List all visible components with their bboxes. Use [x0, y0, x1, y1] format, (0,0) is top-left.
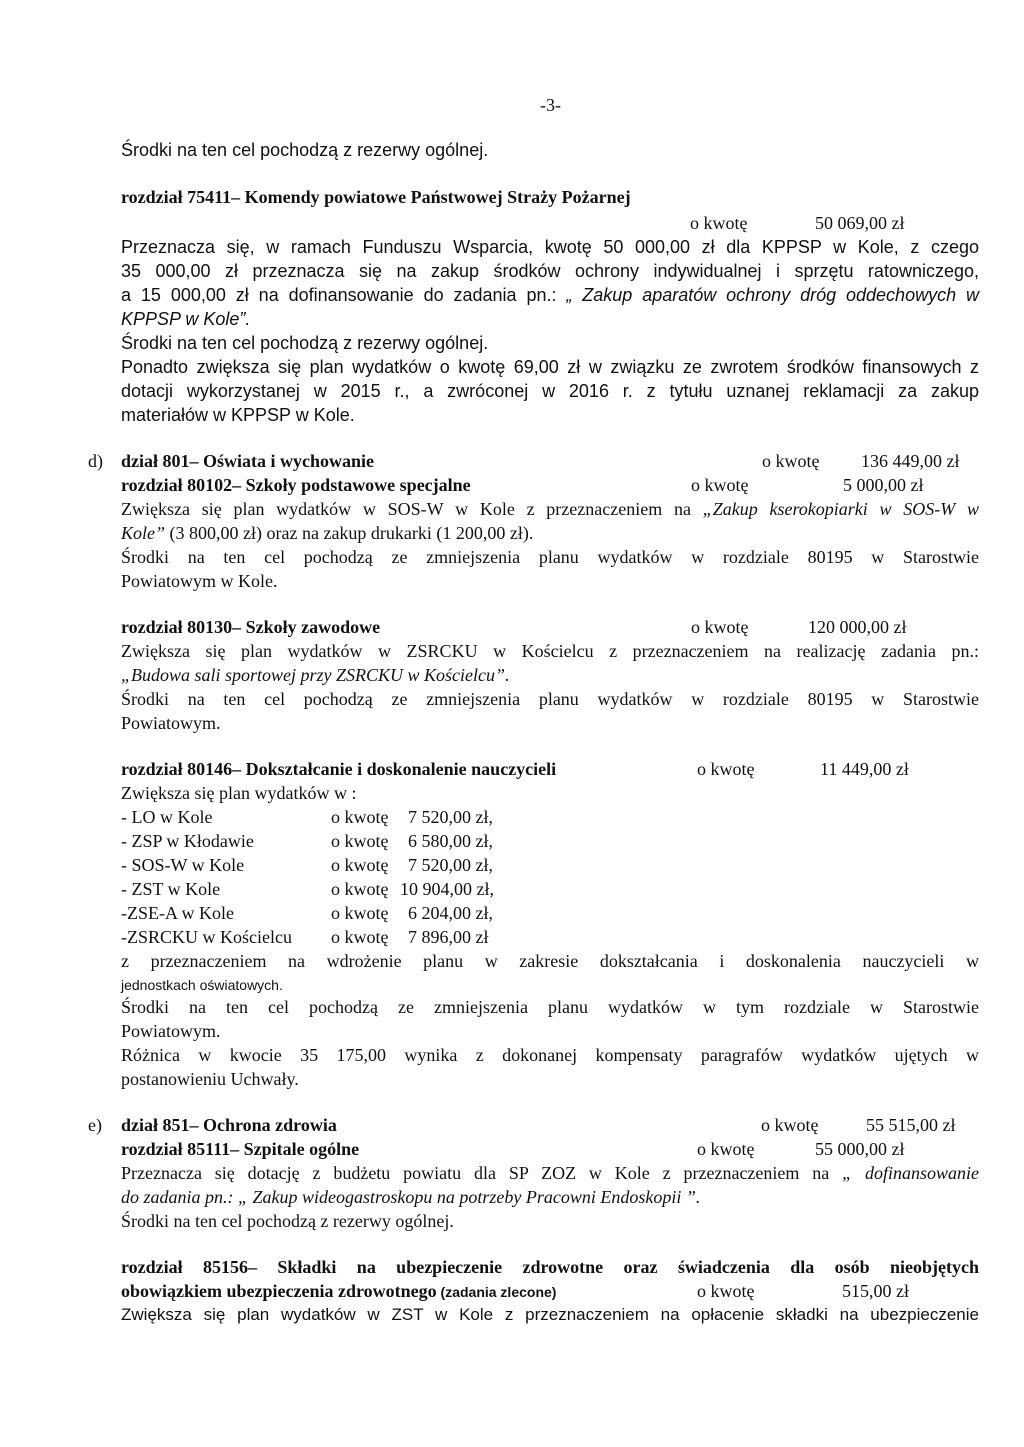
funding-source-note: Środki na ten cel pochodzą z rezerwy ogólnej.	[121, 1211, 454, 1231]
amount-label-80130: o kwotę	[691, 617, 749, 637]
list-marker-e: e)	[88, 1115, 102, 1135]
amount-label-80146: o kwotę	[697, 759, 755, 779]
allocation-label: o kwotę	[331, 807, 389, 827]
amount-label-80102: o kwotę	[691, 475, 749, 495]
allocation-unit: -ZSE-A w Kole	[121, 903, 234, 923]
allocation-value: 10 904,00 zł,	[400, 879, 494, 899]
allocation-unit: - ZSP w Kłodawie	[121, 831, 254, 851]
paragraph-line: Zwiększa się plan wydatków w ZSRCKU w Kościelcu z przeznaczeniem na realizację zadania pn.:	[121, 641, 979, 661]
section-heading-80130: rozdział 80130– Szkoły zawodowe	[121, 617, 381, 637]
allocation-label: o kwotę	[331, 927, 389, 947]
allocation-unit: - ZST w Kole	[121, 879, 221, 899]
allocation-unit: - SOS-W w Kole	[121, 855, 245, 875]
paragraph-line: Kole” (3 800,00 zł) oraz na zakup drukarki (1 200,00 zł).	[121, 523, 534, 543]
allocation-label: o kwotę	[331, 879, 389, 899]
paragraph-line: 35 000,00 zł przeznacza się na zakup środków ochrony indywidualnej i sprzętu ratowniczego,	[121, 261, 979, 281]
section-heading-80102: rozdział 80102– Szkoły podstawowe specjalne	[121, 475, 471, 495]
funding-source-note: Środki na ten cel pochodzą ze zmniejszenia planu wydatków w tym rozdziale w Starostwie	[121, 997, 979, 1017]
paragraph-line: Przeznacza się, w ramach Funduszu Wsparcia, kwotę 50 000,00 zł dla KPPSP w Kole, z czego	[121, 237, 979, 257]
section-heading-801: dział 801– Oświata i wychowanie	[121, 451, 375, 471]
section-heading-85156: rozdział 85156– Składki na ubezpieczenie zdrowotne oraz świadczenia dla osób nieobjętych	[121, 1257, 979, 1277]
paragraph-line: z przeznaczeniem na wdrożenie planu w zakresie dokształcania i doskonalenia nauczycieli w	[121, 951, 979, 971]
allocation-label: o kwotę	[331, 855, 389, 875]
paragraph-line: Zwiększa się plan wydatków w :	[121, 783, 357, 803]
section-heading-75411: rozdział 75411– Komendy powiatowe Państwowej Straży Pożarnej	[121, 187, 631, 207]
paragraph-line: „Budowa sali sportowej przy ZSRCKU w Kościelcu”.	[121, 665, 510, 685]
amount-label-801: o kwotę	[762, 451, 820, 471]
amount-80146: 11 449,00 zł	[820, 759, 909, 779]
funding-source-note: Środki na ten cel pochodzą ze zmniejszenia planu wydatków w rozdziale 80195 w Starostwie	[121, 547, 979, 567]
amount-85156: 515,00 zł	[842, 1281, 909, 1301]
paragraph-line: Ponadto zwiększa się plan wydatków o kwotę 69,00 zł w związku ze zwrotem środków finansowych z	[121, 357, 979, 377]
amount-80102: 5 000,00 zł	[843, 475, 924, 495]
amount-label-85156: o kwotę	[697, 1281, 755, 1301]
funding-source-note: Powiatowym.	[121, 1021, 221, 1041]
amount-85111: 55 000,00 zł	[815, 1139, 905, 1159]
allocation-value: 6 204,00 zł,	[408, 903, 493, 923]
amount-label-851: o kwotę	[761, 1115, 819, 1135]
section-heading-851: dział 851– Ochrona zdrowia	[121, 1115, 337, 1135]
paragraph-line: KPPSP w Kole”.	[121, 309, 251, 329]
allocation-value: 7 520,00 zł,	[408, 855, 493, 875]
section-heading-85156-cont: obowiązkiem ubezpieczenia zdrowotnego (zadania zlecone)	[121, 1281, 557, 1301]
page-number: -3-	[540, 95, 561, 115]
list-marker-d: d)	[88, 451, 103, 471]
paragraph-line: Zwiększa się plan wydatków w ZST w Kole z przeznaczeniem na opłacenie składki na ubezpieczenie	[121, 1305, 979, 1324]
allocation-unit: - LO w Kole	[121, 807, 213, 827]
amount-label-75411: o kwotę	[690, 213, 748, 233]
paragraph-line: Zwiększa się plan wydatków w SOS-W w Kole z przeznaczeniem na „Zakup kserokopiarki w SOS-W w	[121, 499, 979, 519]
paragraph-line: do zadania pn.: „ Zakup wideogastroskopu na potrzeby Pracowni Endoskopii ”.	[121, 1187, 701, 1207]
funding-source-note: Powiatowym.	[121, 713, 221, 733]
funding-source-note: Powiatowym w Kole.	[121, 571, 278, 591]
amount-80130: 120 000,00 zł	[808, 617, 907, 637]
allocation-value: 6 580,00 zł,	[408, 831, 493, 851]
allocation-value: 7 520,00 zł,	[408, 807, 493, 827]
paragraph-line: dotacji wykorzystanej w 2015 r., a zwróconej w 2016 r. z tytułu uznanej reklamacji za zakup	[121, 381, 979, 401]
funding-source-note: Środki na ten cel pochodzą z rezerwy ogólnej.	[121, 140, 489, 160]
allocation-value: 7 896,00 zł	[408, 927, 489, 947]
amount-851: 55 515,00 zł	[866, 1115, 956, 1135]
funding-source-note: Środki na ten cel pochodzą z rezerwy ogólnej.	[121, 333, 489, 353]
funding-source-note: Środki na ten cel pochodzą ze zmniejszenia planu wydatków w rozdziale 80195 w Starostwie	[121, 689, 979, 709]
paragraph-line: postanowieniu Uchwały.	[121, 1069, 299, 1089]
paragraph-line: jednostkach oświatowych.	[121, 977, 283, 993]
section-heading-85111: rozdział 85111– Szpitale ogólne	[121, 1139, 360, 1159]
allocation-label: o kwotę	[331, 903, 389, 923]
amount-75411: 50 069,00 zł	[815, 213, 905, 233]
paragraph-line: Przeznacza się dotację z budżetu powiatu dla SP ZOZ w Kole z przeznaczeniem na „ dofinansowanie	[121, 1163, 979, 1183]
paragraph-line: materiałów w KPPSP w Kole.	[121, 405, 355, 425]
paragraph-line: a 15 000,00 zł na dofinansowanie do zadania pn.: „ Zakup aparatów ochrony dróg oddechowych w	[121, 285, 979, 305]
allocation-label: o kwotę	[331, 831, 389, 851]
section-heading-80146: rozdział 80146– Dokształcanie i doskonalenie nauczycieli	[121, 759, 557, 779]
amount-801: 136 449,00 zł	[861, 451, 960, 471]
paragraph-line: Różnica w kwocie 35 175,00 wynika z dokonanej kompensaty paragrafów wydatków ujętych w	[121, 1045, 979, 1065]
amount-label-85111: o kwotę	[697, 1139, 755, 1159]
allocation-unit: -ZSRCKU w Kościelcu	[121, 927, 292, 947]
